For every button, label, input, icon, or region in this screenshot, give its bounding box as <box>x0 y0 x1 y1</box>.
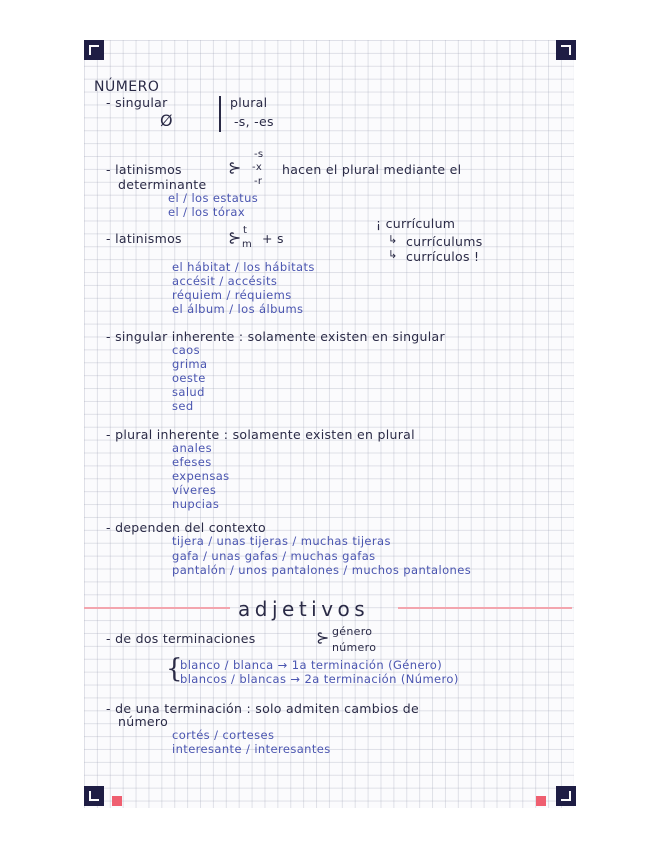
contexto-label: - dependen del contexto <box>106 520 266 535</box>
branch-genero: género <box>332 625 373 638</box>
example-line: nupcias <box>172 497 220 511</box>
latinismos-ending-x: -x <box>252 162 263 173</box>
corner-mark-top-left-icon <box>84 40 104 60</box>
title-rule-left <box>84 607 230 609</box>
una-terminacion-label-cont: número <box>118 714 169 729</box>
latinismos-label: - latinismos <box>106 231 182 246</box>
example-line: oeste <box>172 371 206 385</box>
example-line: blanco / blanca → 1a terminación (Género) <box>180 658 443 672</box>
latinismos-note-line1: hacen el plural mediante el <box>282 162 462 177</box>
latinismos-ending-s: -s <box>254 149 264 160</box>
example-line: el / los estatus <box>168 191 259 205</box>
example-line: sed <box>172 399 194 413</box>
example-line: caos <box>172 343 200 357</box>
branch-numero: número <box>332 641 377 654</box>
example-line: salud <box>172 385 205 399</box>
column-divider <box>219 96 221 132</box>
example-line: accésit / accésits <box>172 274 278 288</box>
plural-label: plural <box>230 95 268 110</box>
example-line: expensas <box>172 469 230 483</box>
example-line: interesante / interesantes <box>172 742 331 756</box>
page-title: NÚMERO <box>94 79 160 95</box>
example-line: cortés / corteses <box>172 728 275 742</box>
plural-endings: -s, -es <box>234 114 274 129</box>
pink-square-left-icon <box>112 796 122 806</box>
latinismos-ending-r: -r <box>254 176 263 187</box>
branch-arrow-icon: ⊱ <box>316 628 330 647</box>
singular-inherente-label: - singular inherente : solamente existen en singular <box>106 329 445 344</box>
empty-set-symbol: Ø <box>160 111 174 130</box>
example-line: el / los tórax <box>168 205 246 219</box>
section-title: adjetivos <box>238 597 370 621</box>
corner-mark-top-right-icon <box>556 40 576 60</box>
page-margin-bottom <box>0 808 655 848</box>
example-line: el álbum / los álbums <box>172 302 304 316</box>
hook-arrow-icon: ↳ <box>388 248 398 261</box>
page-margin-left <box>0 0 84 848</box>
latinismos-label: - latinismos <box>106 162 182 177</box>
una-terminacion-label: - de una terminación : solo admiten cambios de <box>106 701 420 716</box>
hook-arrow-icon: ↳ <box>388 233 398 246</box>
example-line: gafa / unas gafas / muchas gafas <box>172 549 376 563</box>
curriculum-head: ¡ currículum <box>376 216 456 231</box>
dos-terminaciones-label: - de dos terminaciones <box>106 631 256 646</box>
example-line: víveres <box>172 483 217 497</box>
pink-square-right-icon <box>536 796 546 806</box>
example-line: efeses <box>172 455 212 469</box>
latinismos-ending-t: t <box>243 225 248 236</box>
example-line: réquiem / réquiems <box>172 288 292 302</box>
latinismos-suffix: + s <box>262 231 284 246</box>
curriculum-option: currículos ! <box>406 249 480 264</box>
example-line: pantalón / unos pantalones / muchos pantalones <box>172 563 472 577</box>
latinismos-note-line2: determinante <box>118 177 207 192</box>
page-margin-right <box>574 0 655 848</box>
example-line: el hábitat / los hábitats <box>172 260 315 274</box>
latinismos-ending-m: m <box>242 239 253 250</box>
title-rule-right <box>398 607 572 609</box>
curly-brace-icon: { <box>166 654 183 684</box>
branch-arrow-icon: ⊱ <box>228 228 242 247</box>
corner-mark-bottom-right-icon <box>556 786 576 806</box>
page-margin-top <box>0 0 655 40</box>
branch-arrow-icon: ⊱ <box>228 158 242 177</box>
plural-inherente-label: - plural inherente : solamente existen en plural <box>106 427 415 442</box>
example-line: anales <box>172 441 213 455</box>
singular-label: - singular <box>106 95 168 110</box>
example-line: blancos / blancas → 2a terminación (Número) <box>180 672 459 686</box>
corner-mark-bottom-left-icon <box>84 786 104 806</box>
example-line: tijera / unas tijeras / muchas tijeras <box>172 534 391 548</box>
curriculum-option: currículums <box>406 234 483 249</box>
example-line: grima <box>172 357 208 371</box>
